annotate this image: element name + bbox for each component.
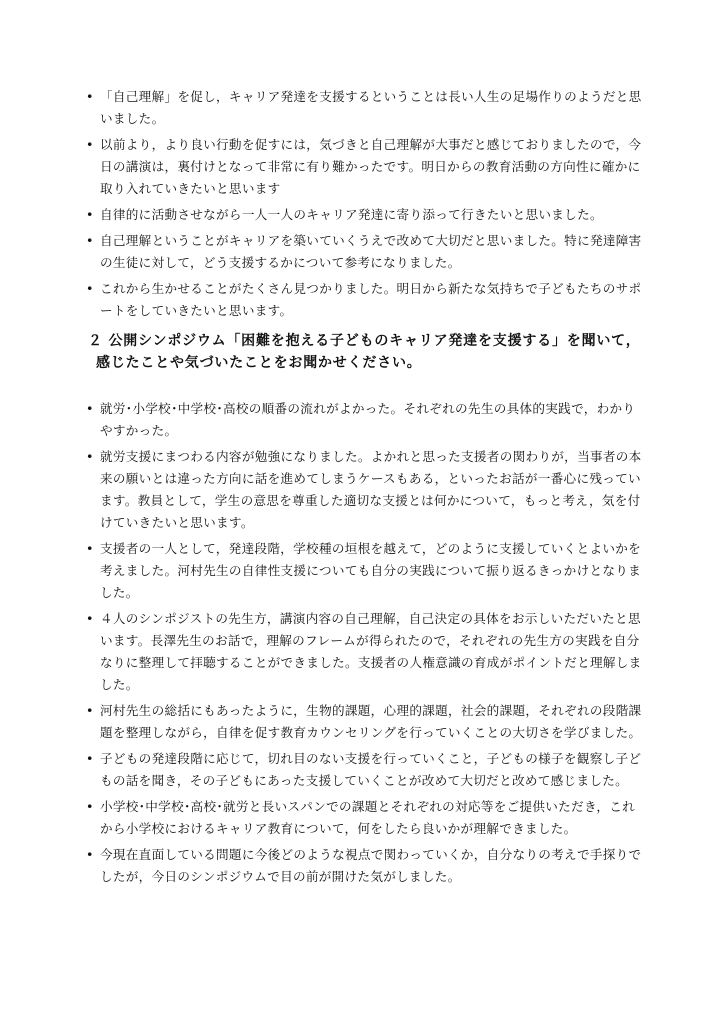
- bullet: •: [86, 541, 94, 556]
- bullet: •: [86, 281, 94, 296]
- section1-list: [86, 86, 646, 322]
- list-item: • 自己理解ということがキャリアを築いていくうえで改めて大切だと思いました。特に発達障害の生徒に対して，どう支援するかについて参考になりました。: [86, 230, 646, 274]
- section2-list: [86, 398, 646, 888]
- bullet: •: [86, 751, 94, 766]
- bullet: •: [86, 799, 94, 814]
- list-item: • これから生かせることがたくさん見つかりました。明日から新たな気持ちで子どもたちのサポートをしていきたいと思います。: [86, 278, 646, 322]
- bullet: •: [86, 611, 94, 626]
- bullet: •: [86, 89, 94, 104]
- bullet: •: [86, 703, 94, 718]
- bullet: •: [86, 233, 94, 248]
- list-item: • 以前より，より良い行動を促すには，気づきと自己理解が大事だと感じておりましたので，今日の講演は，裏付けとなって非常に有り難かったです。明日からの教育活動の方向性に確かに取り入れていきたいと思います: [86, 134, 646, 200]
- bullet: •: [86, 137, 94, 152]
- list-item: • ４人のシンポジストの先生方，講演内容の自己理解，自己決定の具体をお示しいただいたと思います。長澤先生のお話で，理解のフレームが得られたので，それぞれの先生方の実践を自分なりに整理して拝聴することができました。支援者の人権意識の育成がポイントだと理解しました。: [86, 608, 646, 696]
- section2-heading-line1: ２ 公開シンポジウム「困難を抱える子どものキャリア発達を支援する」を聞いて，: [88, 333, 641, 349]
- bullet: •: [86, 449, 94, 464]
- list-item: • 自律的に活動させながら一人一人のキャリア発達に寄り添って行きたいと思いました。: [86, 204, 646, 226]
- list-item: • 子どもの発達段階に応じて，切れ目のない支援を行っていくこと，子どもの様子を観察し子どもの話を聞き，その子どもにあった支援していくことが改めて大切だと改めて感じました。: [86, 748, 646, 792]
- list-item: • 支援者の一人として，発達段階，学校種の垣根を越えて，どのように支援していくとよいかを考えました。河村先生の自律性支援についても自分の実践について振り返るきっかけとなりました。: [86, 538, 646, 604]
- list-item: • 「自己理解」を促し，キャリア発達を支援するということは長い人生の足場作りのようだと思いました。: [86, 86, 646, 130]
- bullet: •: [86, 207, 94, 222]
- list-item: • 河村先生の総括にもあったように，生物的課題，心理的課題，社会的課題，それぞれの段階課題を整理しながら，自律を促す教育カウンセリングを行っていくことの大切さを学びました。: [86, 700, 646, 744]
- section2-heading-line2: 感じたことや気づいたことをお聞かせください。: [96, 355, 422, 371]
- bullet: •: [86, 401, 94, 416]
- list-item: • 小学校･中学校･高校･就労と長いスパンでの課題とそれぞれの対応等をご提供いただき，これから小学校におけるキャリア教育について，何をしたら良いかが理解できました。: [86, 796, 646, 840]
- list-item: • 今現在直面している問題に今後どのような視点で関わっていくか，自分なりの考えで手探りでしたが，今日のシンポジウムで目の前が開けた気がしました。: [86, 844, 646, 888]
- bullet: •: [86, 847, 94, 862]
- list-item: • 就労支援にまつわる内容が勉強になりました。よかれと思った支援者の関わりが，当事者の本来の願いとは違った方向に話を進めてしまうケースもある，といったお話が一番心に残っています。教員として，学生の意思を尊重した適切な支援とは何かについて，もっと考え，気を付けていきたいと思います。: [86, 446, 646, 534]
- section2-heading: [88, 330, 648, 374]
- list-item: • 就労･小学校･中学校･高校の順番の流れがよかった。それぞれの先生の具体的実践で，わかりやすかった。: [86, 398, 646, 442]
